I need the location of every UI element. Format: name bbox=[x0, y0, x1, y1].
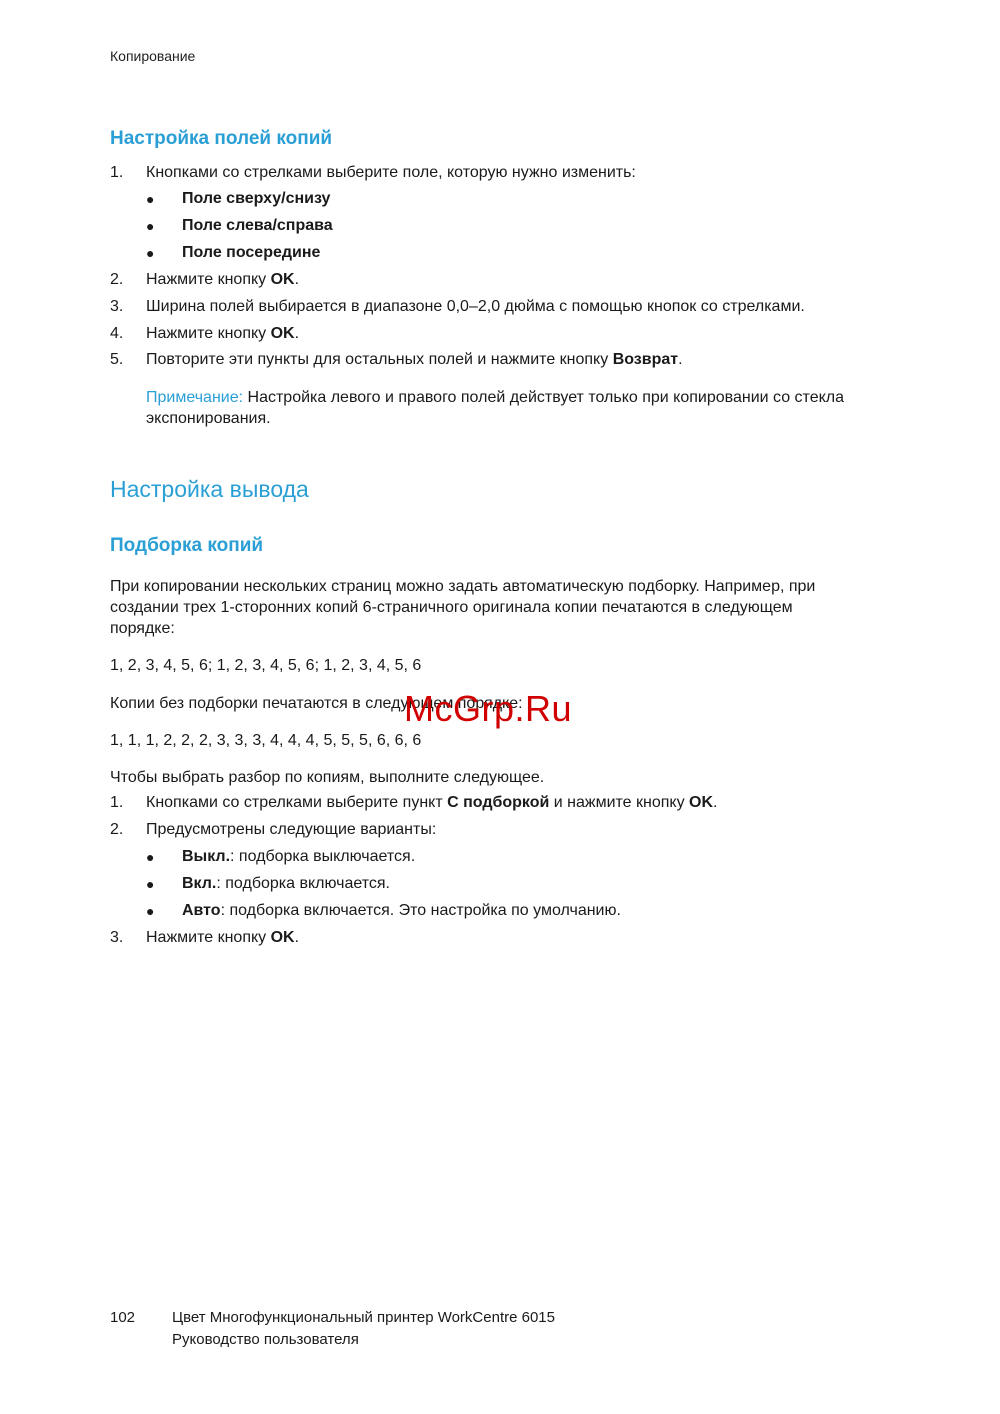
step-text: Ширина полей выбирается в диапазоне 0,0–2,0 дюйма с помощью кнопок со стрелками. bbox=[146, 298, 805, 315]
bullet-icon: ● bbox=[146, 849, 155, 865]
step-text: Кнопками со стрелками выберите пункт С подборкой и нажмите кнопку OK. bbox=[146, 794, 718, 811]
note: Примечание: Настройка левого и правого полей действует только при копировании со стекла экспонирования. bbox=[146, 389, 844, 427]
step-number: 2. bbox=[110, 821, 124, 838]
bullet-icon: ● bbox=[146, 876, 155, 892]
step-number: 2. bbox=[110, 271, 124, 288]
step-text: Кнопками со стрелками выберите поле, которую нужно изменить: bbox=[146, 164, 636, 181]
step-number: 3. bbox=[110, 929, 124, 946]
uncollated-intro: Копии без подборки печатаются в следующем порядке: bbox=[110, 695, 523, 712]
select-intro: Чтобы выбрать разбор по копиям, выполните следующее. bbox=[110, 769, 545, 786]
step-number: 4. bbox=[110, 325, 124, 342]
page-number: 102 bbox=[110, 1309, 136, 1326]
step-text: Предусмотрены следующие варианты: bbox=[146, 821, 437, 838]
bullet-icon: ● bbox=[146, 218, 155, 234]
bullet-item: Авто: подборка включается. Это настройка по умолчанию. bbox=[182, 902, 621, 919]
step-number: 1. bbox=[110, 794, 124, 811]
running-header: Копирование bbox=[110, 48, 196, 64]
bullet-icon: ● bbox=[146, 903, 155, 919]
collated-sequence: 1, 2, 3, 4, 5, 6; 1, 2, 3, 4, 5, 6; 1, 2, 3, 4, 5, 6 bbox=[110, 657, 422, 674]
watermark: McGrp.Ru bbox=[404, 688, 573, 729]
bullet-item: Поле посередине bbox=[182, 244, 321, 261]
bullet-item: Выкл.: подборка выключается. bbox=[182, 848, 416, 865]
collate-paragraph: При копировании нескольких страниц можно задать автоматическую подборку. Например, при создании трех 1-сторонних копий 6-страничного оригинала копии печатаются в следующем порядке: bbox=[110, 578, 816, 637]
footer-product: Цвет Многофункциональный принтер WorkCentre 6015 bbox=[172, 1309, 555, 1326]
step-text: Повторите эти пункты для остальных полей и нажмите кнопку Возврат. bbox=[146, 351, 683, 368]
step-number: 1. bbox=[110, 164, 124, 181]
bullet-item: Поле слева/справа bbox=[182, 217, 333, 234]
bullet-icon: ● bbox=[146, 191, 155, 207]
step-text: Нажмите кнопку OK. bbox=[146, 929, 300, 946]
section-title-margins: Настройка полей копий bbox=[110, 128, 333, 149]
step-number: 5. bbox=[110, 351, 124, 368]
bullet-icon: ● bbox=[146, 245, 155, 261]
step-number: 3. bbox=[110, 298, 124, 315]
section-title-collate: Подборка копий bbox=[110, 535, 264, 556]
step-text: Нажмите кнопку OK. bbox=[146, 325, 300, 342]
section-title-output: Настройка вывода bbox=[110, 476, 309, 502]
uncollated-sequence: 1, 1, 1, 2, 2, 2, 3, 3, 3, 4, 4, 4, 5, 5, 5, 6, 6, 6 bbox=[110, 732, 422, 749]
footer-guide: Руководство пользователя bbox=[172, 1331, 359, 1348]
step-text: Нажмите кнопку OK. bbox=[146, 271, 300, 288]
bullet-item: Поле сверху/снизу bbox=[182, 190, 331, 207]
note-label: Примечание: bbox=[146, 389, 244, 406]
bullet-item: Вкл.: подборка включается. bbox=[182, 875, 390, 892]
